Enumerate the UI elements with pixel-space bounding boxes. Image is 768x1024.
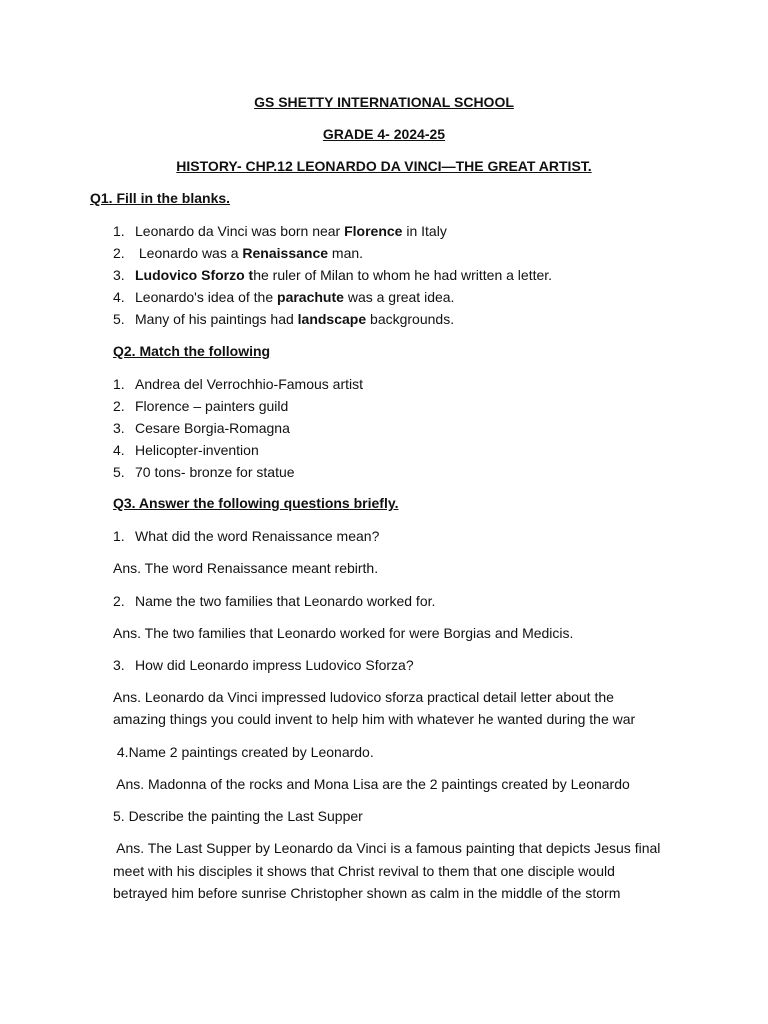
grade-title: GRADE 4- 2024-25	[322, 126, 446, 142]
item-text: Many of his paintings had	[135, 311, 298, 327]
list-item	[113, 242, 552, 264]
list-item	[113, 373, 363, 395]
list-item	[113, 417, 363, 439]
list-number: 5.	[113, 464, 125, 480]
item-text: Leonardo da Vinci was born near	[135, 223, 345, 239]
question-number: 2.	[113, 593, 125, 609]
answer-5-line-2: meet with his disciples it shows that Christ revival to them that one disciple would	[113, 863, 615, 879]
q2-list	[113, 373, 363, 483]
question-5: 5. Describe the painting the Last Supper	[113, 808, 363, 824]
item-text: 70 tons- bronze for statue	[135, 464, 295, 480]
list-number: 3.	[113, 420, 125, 436]
list-number: 5.	[113, 311, 125, 327]
item-answer: landscape	[297, 311, 367, 327]
answer-2: Ans. The two families that Leonardo worked for were Borgias and Medicis.	[113, 625, 574, 641]
answer-5-line-1: Ans. The Last Supper by Leonardo da Vinci is a famous painting that depicts Jesus final	[113, 840, 661, 856]
question-1	[113, 525, 379, 547]
item-text: he ruler of Milan to whom he had written a letter.	[253, 267, 553, 283]
question-number: 3.	[113, 657, 125, 673]
list-item	[113, 308, 552, 330]
item-answer: parachute	[277, 289, 344, 305]
list-item	[113, 395, 363, 417]
q2-heading: Q2. Match the following	[113, 343, 271, 359]
item-text: was a great idea.	[343, 289, 455, 305]
item-text: backgrounds.	[366, 311, 455, 327]
list-item	[113, 461, 363, 483]
list-number: 4.	[113, 289, 125, 305]
list-item	[113, 220, 552, 242]
question-3	[113, 654, 414, 676]
item-text: Florence – painters guild	[135, 398, 289, 414]
item-text: Andrea del Verrochhio-Famous artist	[135, 376, 363, 392]
answer-5-line-3: betrayed him before sunrise Christopher shown as calm in the middle of the storm	[113, 885, 621, 901]
item-text: Leonardo was a	[135, 245, 243, 261]
question-text: How did Leonardo impress Ludovico Sforza?	[135, 657, 414, 673]
question-text: Name the two families that Leonardo worked for.	[135, 593, 436, 609]
question-text: What did the word Renaissance mean?	[135, 528, 380, 544]
answer-3-line-1: Ans. Leonardo da Vinci impressed ludovico sforza practical detail letter about the	[113, 689, 614, 705]
answer-4: Ans. Madonna of the rocks and Mona Lisa are the 2 paintings created by Leonardo	[113, 776, 630, 792]
school-title: GS SHETTY INTERNATIONAL SCHOOL	[254, 94, 514, 110]
subject-title: HISTORY- CHP.12 LEONARDO DA VINCI—THE GREAT ARTIST.	[176, 158, 592, 174]
question-4: 4.Name 2 paintings created by Leonardo.	[113, 744, 374, 760]
item-text: Cesare Borgia-Romagna	[135, 420, 290, 436]
question-number: 1.	[113, 528, 125, 544]
q1-heading: Q1. Fill in the blanks.	[90, 190, 231, 206]
list-number: 3.	[113, 267, 125, 283]
list-number: 1.	[113, 376, 125, 392]
item-answer: Renaissance	[242, 245, 329, 261]
list-item	[113, 286, 552, 308]
list-number: 1.	[113, 223, 125, 239]
item-text: man.	[328, 245, 364, 261]
list-item	[113, 439, 363, 461]
list-number: 2.	[113, 398, 125, 414]
item-answer: Florence	[344, 223, 403, 239]
item-text: Leonardo's idea of the	[135, 289, 278, 305]
q3-heading: Q3. Answer the following questions briefly.	[113, 495, 399, 511]
item-answer: Ludovico Sforzo t	[135, 267, 254, 283]
answer-1: Ans. The word Renaissance meant rebirth.	[113, 560, 379, 576]
item-text: Helicopter-invention	[135, 442, 259, 458]
q1-list	[113, 220, 552, 330]
item-text: in Italy	[402, 223, 447, 239]
list-number: 4.	[113, 442, 125, 458]
question-2	[113, 590, 435, 612]
answer-3-line-2: amazing things you could invent to help him with whatever he wanted during the war	[113, 711, 636, 727]
list-item	[113, 264, 552, 286]
list-number: 2.	[113, 245, 125, 261]
